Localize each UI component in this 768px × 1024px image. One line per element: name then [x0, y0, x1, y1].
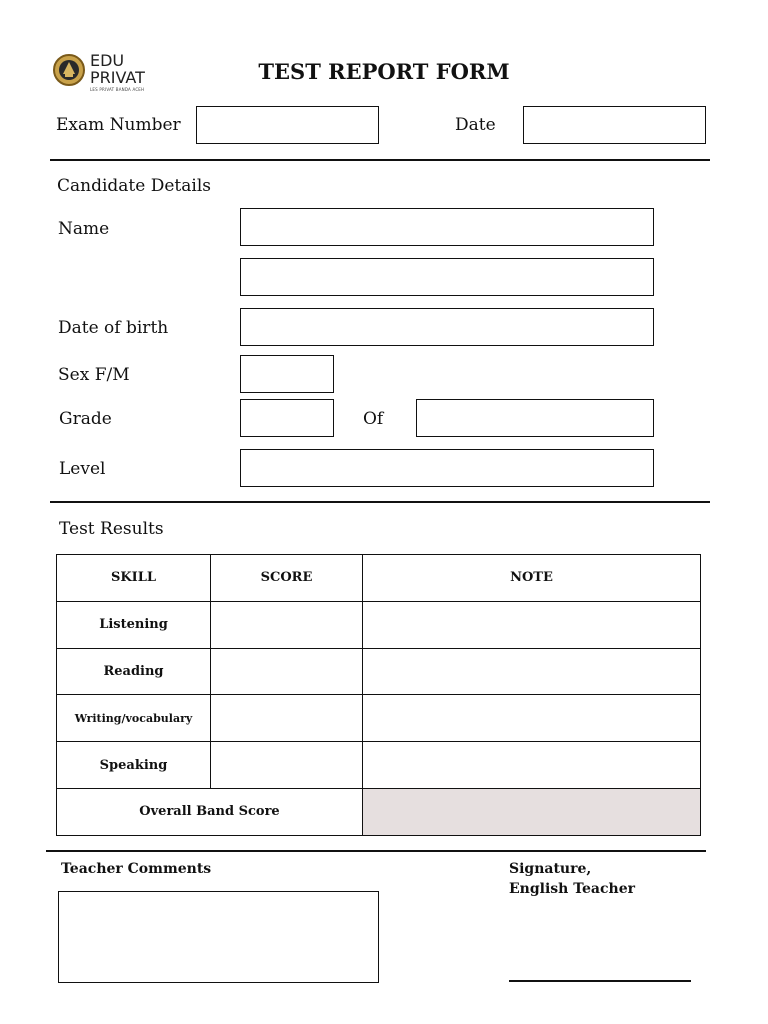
skill-listening: Listening: [57, 601, 211, 648]
overall-row: [57, 788, 701, 835]
results-table: [56, 554, 701, 836]
overall-band-score-label: Overall Band Score: [57, 788, 363, 835]
logo-tagline: LES PRIVAT BANDA ACEH: [90, 87, 145, 92]
table-row: [57, 742, 701, 789]
date-field[interactable]: [523, 106, 706, 144]
grade-of-field[interactable]: [416, 399, 654, 437]
english-teacher-label: English Teacher: [509, 881, 635, 897]
sex-label: Sex F/M: [58, 365, 130, 385]
grade-label: Grade: [59, 409, 112, 429]
grade-field[interactable]: [240, 399, 334, 437]
name-label: Name: [58, 219, 110, 239]
date-label: Date: [455, 115, 496, 135]
logo-text-edu: EDU: [90, 51, 125, 70]
results-header-row: [57, 555, 701, 602]
date-of-birth-field[interactable]: [240, 308, 654, 346]
level-label: Level: [59, 459, 106, 479]
score-cell[interactable]: [211, 648, 363, 695]
score-cell[interactable]: [211, 601, 363, 648]
table-row: [57, 648, 701, 695]
exam-number-field[interactable]: [196, 106, 379, 144]
name-field-second-line[interactable]: [240, 258, 654, 296]
date-of-birth-label: Date of birth: [58, 318, 169, 338]
divider-results: [46, 850, 706, 852]
teacher-comments-field[interactable]: [58, 891, 379, 983]
candidate-details-heading: Candidate Details: [57, 176, 211, 196]
signature-label: Signature,: [509, 861, 592, 877]
name-field[interactable]: [240, 208, 654, 246]
note-cell[interactable]: [363, 742, 701, 789]
skill-speaking: Speaking: [57, 742, 211, 789]
score-cell[interactable]: [211, 742, 363, 789]
score-cell[interactable]: [211, 695, 363, 742]
divider-candidate: [50, 501, 710, 503]
table-row: [57, 601, 701, 648]
level-field[interactable]: [240, 449, 654, 487]
sex-field[interactable]: [240, 355, 334, 393]
skill-reading: Reading: [57, 648, 211, 695]
header-note: NOTE: [363, 555, 701, 602]
grade-of-label: Of: [363, 409, 384, 429]
logo-text-privat: PRIVAT: [90, 68, 145, 87]
form-title: TEST REPORT FORM: [258, 59, 510, 84]
note-cell[interactable]: [363, 648, 701, 695]
overall-band-score-field[interactable]: [363, 788, 701, 835]
note-cell[interactable]: [363, 695, 701, 742]
header-skill: SKILL: [57, 555, 211, 602]
signature-line[interactable]: [509, 980, 691, 982]
header-score: SCORE: [211, 555, 363, 602]
table-row: [57, 695, 701, 742]
divider-header: [50, 159, 710, 161]
note-cell[interactable]: [363, 601, 701, 648]
teacher-comments-label: Teacher Comments: [61, 861, 212, 877]
exam-number-label: Exam Number: [56, 115, 181, 135]
test-results-heading: Test Results: [59, 519, 164, 539]
skill-writing-vocabulary: Writing/vocabulary: [57, 695, 211, 742]
